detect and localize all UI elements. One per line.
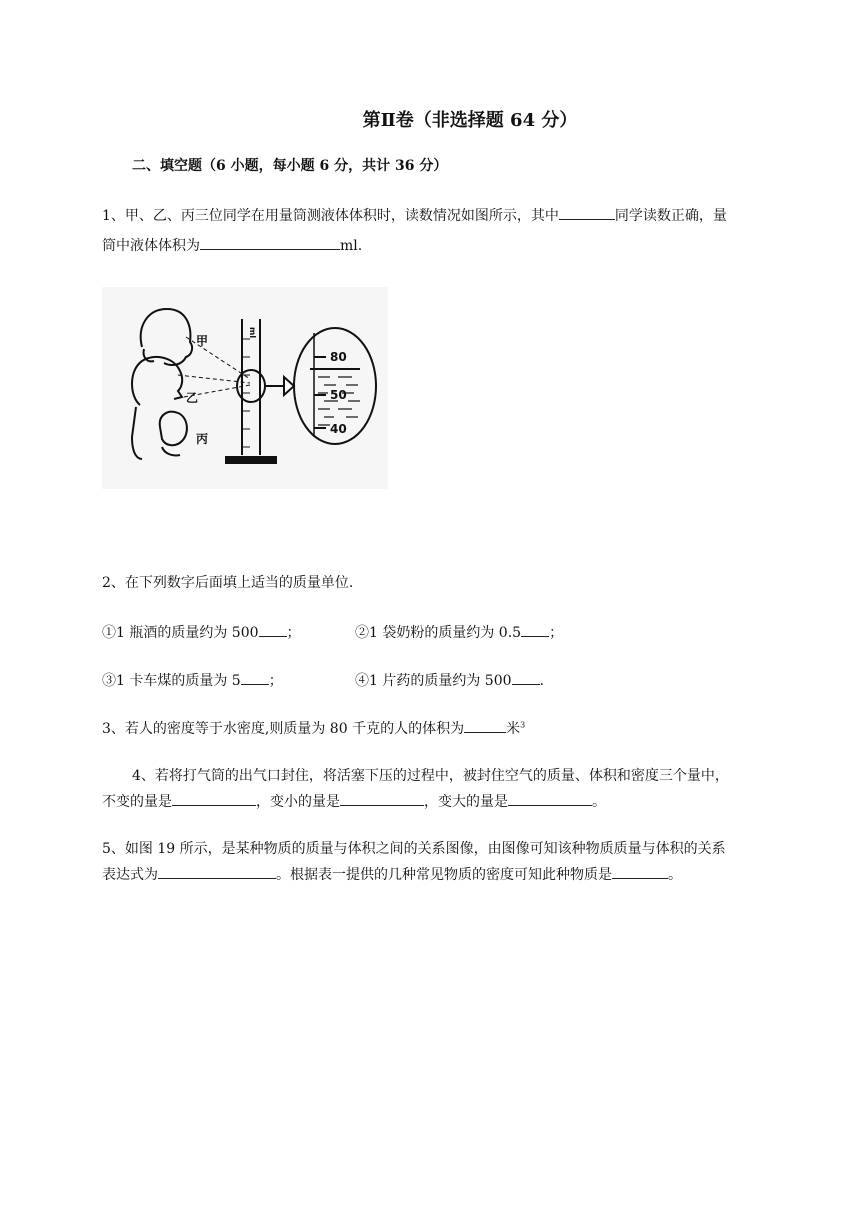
question-3-text: 3、若人的密度等于水密度,则质量为 80 千克的人的体积为 [102,721,465,737]
measuring-cylinder-illustration [102,287,388,489]
question-2-item-3-blank [241,670,269,685]
question-2-item-3 [102,670,283,690]
question-5-blank-substance [612,864,668,879]
scale-label-40: 40 [330,422,347,436]
question-5-blank-expression [158,864,276,879]
student-label-bing: 丙 [196,432,209,446]
question-4-text-d: 。 [592,794,606,810]
question-2-item-2-sep: ； [549,625,564,641]
question-1-blank-student [559,205,615,220]
question-2-item-3-sep: ； [268,673,283,689]
question-3-blank [464,718,506,733]
question-5-text-a: 表达式为 [102,867,158,883]
question-2-item-1-sep: ； [286,625,301,641]
question-3-unit: 米 [506,721,521,737]
question-4-line-2 [102,791,606,811]
question-5-text-b: 。根据表一提供的几种常见物质的密度可知此种物质是 [276,867,612,883]
question-1-text-b: 同学读数正确，量 [614,208,727,224]
scale-label-80: 80 [330,350,347,364]
question-4-blank-larger [508,791,592,806]
question-2-item-2-blank [521,622,549,637]
question-4-blank-smaller [340,791,424,806]
measuring-cylinder-figure [102,287,388,489]
question-2-item-4 [355,670,544,690]
question-3-unit-exponent: 3 [520,720,526,730]
cylinder-unit-label: ml [248,327,257,339]
question-2-item-1-text: ①1 瓶酒的质量约为 500 [102,625,259,641]
question-4-text-b: ，变小的量是 [256,794,340,810]
question-2-item-4-end: . [539,673,544,689]
question-5-line-2 [102,864,682,884]
question-4-blank-constant [172,791,256,806]
scale-label-50: 50 [330,388,347,402]
question-2-stem: 2、在下列数字后面填上适当的质量单位. [102,575,354,591]
question-5-line-1: 5、如图 19 所示，是某种物质的质量与体积之间的关系图像，由图像可知该种物质质量与体积的关系 [102,841,726,857]
student-label-jia: 甲 [196,334,209,348]
question-1-blank-volume [200,235,340,250]
question-2-item-1 [102,622,301,642]
fill-blank-section-heading: 二、填空题（6 小题，每小题 6 分，共计 36 分） [132,158,448,174]
paper-section-title: 第Ⅱ卷（非选择题 64 分） [362,110,578,131]
question-1-line-1 [102,205,727,225]
question-4-text-c: ，变大的量是 [424,794,508,810]
question-1-text-a: 1、甲、乙、丙三位同学在用量筒测液体体积时，读数情况如图所示，其中 [102,208,559,224]
question-2-item-4-text: ④1 片药的质量约为 500 [355,673,512,689]
question-1-text-c: 筒中液体体积为 [102,238,200,254]
question-2-item-2-text: ②1 袋奶粉的质量约为 0.5 [355,625,522,641]
question-1-unit: ml. [340,238,363,254]
question-2-item-1-blank [259,622,287,637]
question-5-text-c: 。 [668,867,682,883]
question-2-item-2 [355,622,563,642]
question-4-text-a: 不变的量是 [102,794,172,810]
question-3 [102,718,525,738]
question-1-line-2 [102,235,362,255]
question-4-line-1: 4、若将打气筒的出气口封住，将活塞下压的过程中，被封住空气的质量、体积和密度三个量中， [132,768,729,784]
student-label-yi: 乙 [186,391,199,405]
question-2-item-4-blank [512,670,540,685]
question-2-item-3-text: ③1 卡车煤的质量为 5 [102,673,241,689]
